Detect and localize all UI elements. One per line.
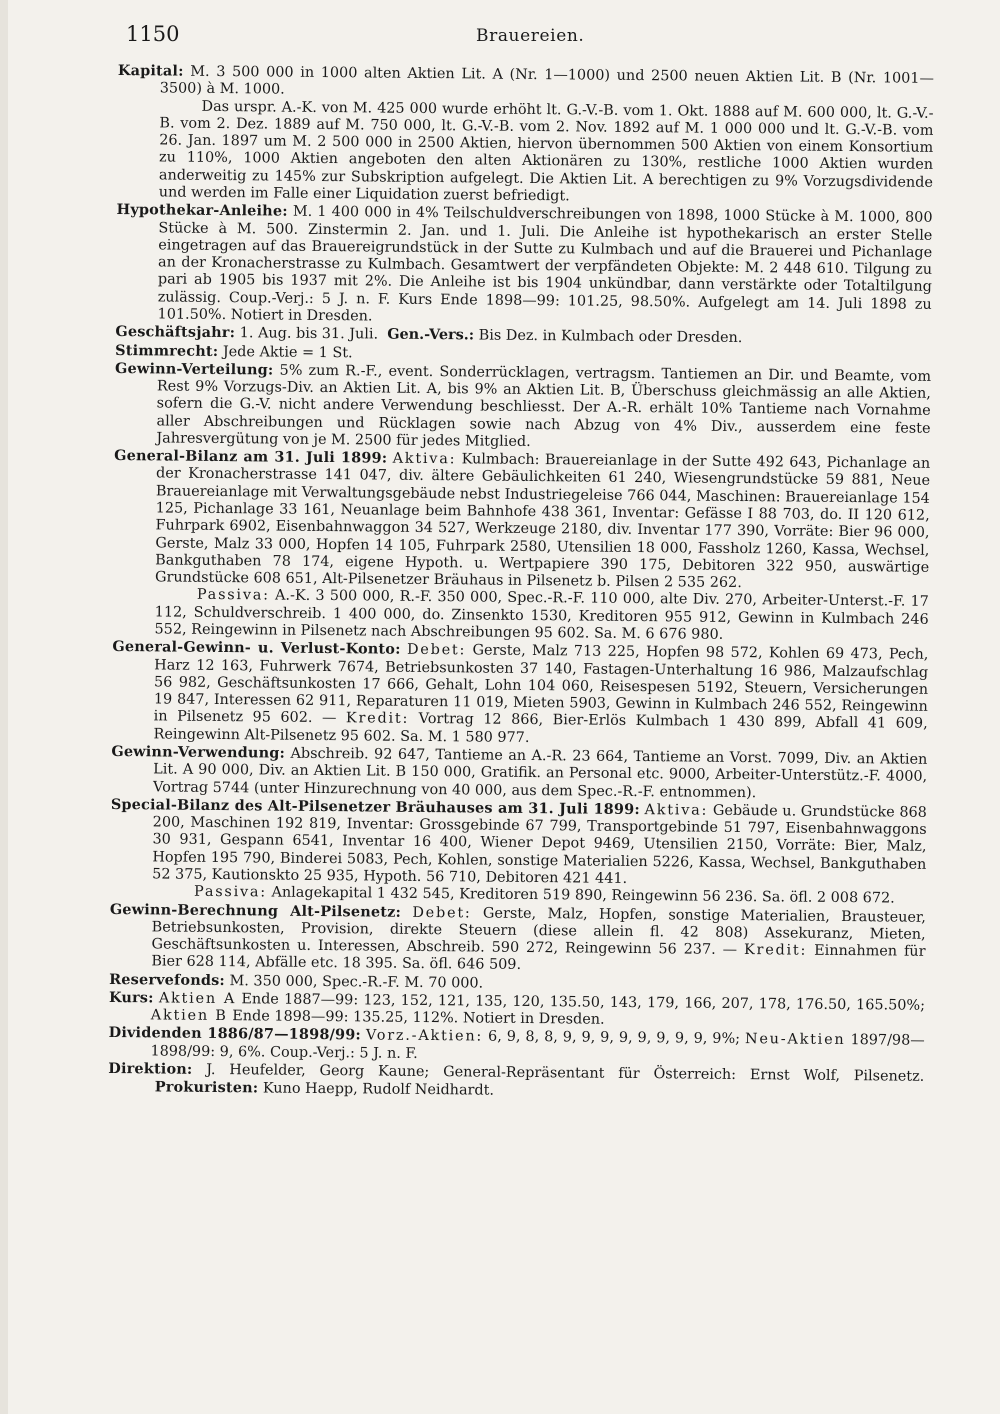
- prokuristen-text: Kuno Haepp, Rudolf Neidhardt.: [262, 1080, 495, 1099]
- section-text: M. 3 500 000 in 1000 alten Aktien Lit. A (Nr. 1—1000) und 2500 neuen Aktien Lit. B (Nr. 1001—3500) à M. 1000.: [159, 63, 934, 98]
- section-gewinn-verteilung: [114, 360, 931, 455]
- section-text-2: Das urspr. A.-K. von M. 425 000 wurde erhöht lt. G.-V.-B. vom 1. Okt. 1888 auf M. 600 000, lt. G.-V.-B. vom 2. Dez. 1889 auf M. 750 000, lt. G.-V.-B. vom 2. Nov. 1892 auf M. 1 000 000 und lt. G.-V.-B. vom 26. Jan. 1897 um M. 2 500 000 in 2500 Aktien, hiervon übernommen 500 Aktien von einem Konsortium zu 110%, 1000 Aktien angeboten den alten Aktionären zu 130%, restliche 1000 Aktien wurden anderweitig zu 145% zur Subskription aufgelegt. Die Aktien Lit. A berechtigen zu 9% Vorzugsdividende und werden im Falle einer Liquidation zuerst befriedigt.: [158, 98, 934, 205]
- neu-aktien-text: 1897/98—1898/99: 9, 6%. Coup.-Verj.: 5 J. n. F.: [150, 1032, 925, 1062]
- vorz-aktien-label: Vorz.-Aktien:: [365, 1027, 484, 1046]
- section-label: Dividenden 1886/87—1898/99:: [108, 1024, 362, 1044]
- section-gewinn-berechnung: [109, 900, 926, 978]
- section-direktion: [108, 1060, 924, 1104]
- kredit-text: Einnahmen für Bier 628 114, Abfälle etc. 18 395. Sa. öfl. 646 509.: [151, 942, 926, 974]
- passiva-text: A.-K. 3 500 000, R.-F. 350 000, Spec.-R.-F. 110 000, alte Div. 270, Arbeiter-Unterst.-F. 17 112, Schuldverschreib. 1 400 000, do. Zinsenkto 1530, Kreditoren 955 912, Gewinn in Kulmbach 246 552, Reingewinn in Pilsenetz nach Abschreibungen 95 602. Sa. M. 6 676 980.: [154, 587, 929, 643]
- section-text: M. 350 000, Spec.-R.-F. M. 70 000.: [229, 972, 484, 992]
- scan-edge: [0, 0, 8, 1414]
- aktiva-text: Gebäude u. Grundstücke 868 200, Maschinen 192 819, Inventar: Grossgebinde 67 799, Transportgebinde 51 797, Eisenbahnwaggons 30 931, Gespann 6541, Inventar 16 400, Wiener Depot 9469, Utensilien 2150, Vorräte: Bier, Malz, Hopfen 195 790, Binderei 5083, Pech, Kohlen, sonstige Materialien 5226, Kassa, Wechsel, Bankguthaben 52 375, Kautionskto 25 935, Hypoth. 56 710, Debitoren 421 441.: [152, 802, 927, 887]
- section-label: Hypothekar-Anleihe:: [116, 201, 288, 220]
- kredit-label: Kredit:: [743, 942, 808, 959]
- aktien-a-text: Ende 1887—99: 123, 152, 121, 135, 120, 135.50, 143, 179, 166, 207, 178, 176.50, 165.50%;: [241, 991, 926, 1014]
- prokuristen-label: Prokuristen:: [154, 1078, 259, 1097]
- section-label: General-Bilanz am 31. Juli 1899:: [114, 447, 388, 467]
- kredit-text: Vortrag 12 866, Bier-Erlös Kulmbach 1 430 899, Abfall 41 609, Reingewinn Alt-Pilsenetz 95 602. Sa. M. 1 580 977.: [153, 711, 928, 746]
- running-title: Brauereien.: [476, 26, 585, 46]
- section-gewinn-verwendung: [111, 743, 927, 804]
- section-label: Gewinn-Verteilung:: [114, 359, 274, 379]
- passiva-label: Passiva:: [196, 587, 270, 604]
- passiva-text: Anlagekapital 1 432 545, Kreditoren 519 890, Reingewinn 56 236. Sa. öfl. 2 008 672.: [271, 884, 895, 907]
- page-number: 1150: [126, 22, 180, 46]
- aktien-b-text: Ende 1898—99: 135.25, 112%. Notiert in Dresden.: [232, 1008, 605, 1028]
- section-label: Stimmrecht:: [115, 341, 219, 360]
- section-label: General-Gewinn- u. Verlust-Konto:: [112, 638, 401, 659]
- debet-label: Debet:: [406, 642, 467, 659]
- debet-text: Gerste, Malz 713 225, Hopfen 98 572, Kohlen 69 473, Pech, Harz 12 163, Fuhrwerk 7674, Betriebsunkosten 37 140, Fastagen-Unterhaltung 16 986, Malzaufschlag 56 982, Geschäftsunkosten 17 666, Gehalt, Lohn 104 060, Reisespesen 5192, Steuern, Versicherungen 19 847, Interessen 62 911, Reparaturen 11 019, Mieten 5903, Gewinn in Kulmbach 246 552, Reingewinn in Pilsenetz 95 602. —: [153, 642, 929, 727]
- section-hypothekar-anleihe: [115, 201, 932, 331]
- kredit-label: Kredit:: [345, 710, 410, 728]
- section-label: Gewinn-Berechnung Alt-Pilsenetz:: [109, 900, 402, 921]
- section-text: M. 1 400 000 in 4% Teilschuldverschreibungen von 1898, 1000 Stücke à M. 1000, 800 Stücke à M. 500. Zinstermin 2. Jan. und 1. Juli. Die Anleihe ist hypothekarisch an erster Stelle eingetragen auf das Brauereigrundstück in der Sutte zu Kulmbach und auf die Brauerei und Pichanlage an der Kronacherstrasse zu Kulmbach. Gesamtwert der verpfändeten Objekte: M. 2 448 610. Tilgung zu pari ab 1905 bis 1937 mit 2%. Die Anleihe ist bis 1904 unkündbar, dann verstärkte oder Totaltilgung zulässig. Coup.-Verj.: 5 J. n. F. Kurs Ende 1898—99: 101.25, 98.50%. Aufgelegt am 14. Juli 1898 zu 101.50%. Notiert in Dresden.: [157, 203, 933, 325]
- section-label: Reservefonds:: [109, 970, 226, 989]
- section-label: Direktion:: [108, 1059, 193, 1078]
- debet-label: Debet:: [412, 904, 472, 921]
- neu-aktien-label: Neu-Aktien: [744, 1031, 846, 1049]
- gen-vers-label: Gen.-Vers.:: [387, 325, 475, 344]
- passiva-block: [154, 587, 928, 646]
- section-label: Kapital:: [117, 62, 184, 80]
- section-general-gewinn-verlust-konto: [111, 638, 928, 751]
- aktiva-label: Aktiva:: [392, 450, 457, 468]
- section-label: Gewinn-Verwendung:: [111, 742, 286, 762]
- passiva-label: Passiva:: [193, 883, 268, 901]
- aktiva-text: Kulmbach: Brauereianlage in der Sutte 492 643, Pichanlage an der Kronacherstrasse 141 047, div. ältere Gebäulichkeiten 61 240, Wiesengrundstücke 59 881, Neue Brauereianlage mit Verwaltungsgebäude nebst Industriegeleise 766 044, Maschinen: Brauereianlage 154 125, Pichanlage 33 161, Neuanlage beim Bahnhofe 438 361, Inventar: Gefässe I 88 703, do. II 120 612, Fuhrpark 6902, Eisenbahnwaggon 34 527, Werkzeuge 2180, div. Inventar 177 390, Vorräte: Bier 96 000, Gerste, Malz 33 000, Hopfen 14 105, Fuhrpark 2580, Utensilien 18 000, Fassholz 1260, Kassa, Wechsel, Bankguthaben 78 174, eigene Hypoth. u. Wertpapiere 390 175, Debitoren 322 950, auswärtige Grundstücke 608 651, Alt-Pilsenetzer Bräuhaus in Pilsenetz b. Pilsen 2 535 262.: [154, 451, 931, 592]
- aktiva-label: Aktiva:: [644, 801, 709, 819]
- section-label: Kurs:: [108, 988, 154, 1007]
- aktien-a-label: Aktien A: [158, 990, 237, 1008]
- page-header: [118, 22, 934, 62]
- section-label: Geschäftsjahr:: [115, 323, 236, 342]
- aktien-b-label: Aktien B: [150, 1007, 228, 1025]
- section-text: 5% zum R.-F., event. Sonderrücklagen, vertragsm. Tantiemen an Dir. und Beamte, vom Rest 9% Vorzugs-Div. an Aktien Lit. A, bis 9% an Aktien Lit. B, Überschuss gleichmässig an alle Aktien, sofern die G.-V. nicht andere Verwendung beschliesst. Der A.-R. erhält 10% Tantieme nach Vornahme aller Abschreibungen und Rücklagen sowie nach Abzug von 4% Div., ausserdem eine feste Jahresvergütung von je M. 2500 für jedes Mitglied.: [156, 362, 932, 450]
- debet-text: Gerste, Malz, Hopfen, sonstige Materialien, Brausteuer, Betriebsunkosten, Provision, direkte Steuern (diese allein fl. 42 808) Assekuranz, Mieten, Geschäftsunkosten u. Interessen, Abschreib. 590 272, Reingewinn 56 237. —: [151, 905, 926, 959]
- gen-vers-text: Bis Dez. in Kulmbach oder Dresden.: [478, 327, 743, 347]
- section-general-bilanz: [112, 447, 930, 646]
- section-label: Special-Bilanz des Alt-Pilsenetzer Bräuhauses am 31. Juli 1899:: [110, 795, 640, 818]
- section-special-bilanz: [110, 796, 927, 909]
- vorz-aktien-text: 6, 9, 8, 8, 9, 9, 9, 9, 9, 9, 9, 9, 9%;: [488, 1029, 741, 1048]
- page-body: [108, 62, 934, 1104]
- section-text: Abschreib. 92 647, Tantieme an A.-R. 23 664, Tantieme an Vorst. 7099, Div. an Aktien Lit. A 90 000, Div. an Aktien Lit. B 150 000, Gratifik. an Personal etc. 9000, Arbeiter-Unterstütz.-F. 4000, Vortrag 5744 (unter Hinzurechnung von 40 000, aus dem Spec.-R.-F. entnommen).: [152, 745, 928, 801]
- section-text: J. Heufelder, Georg Kaune; General-Repräsentant für Österreich: Ernst Wolf, Pilsenetz.: [206, 1061, 925, 1085]
- section-text: Jede Aktie = 1 St.: [222, 343, 353, 361]
- section-kapital: [117, 62, 934, 209]
- section-text: 1. Aug. bis 31. Juli.: [239, 325, 379, 343]
